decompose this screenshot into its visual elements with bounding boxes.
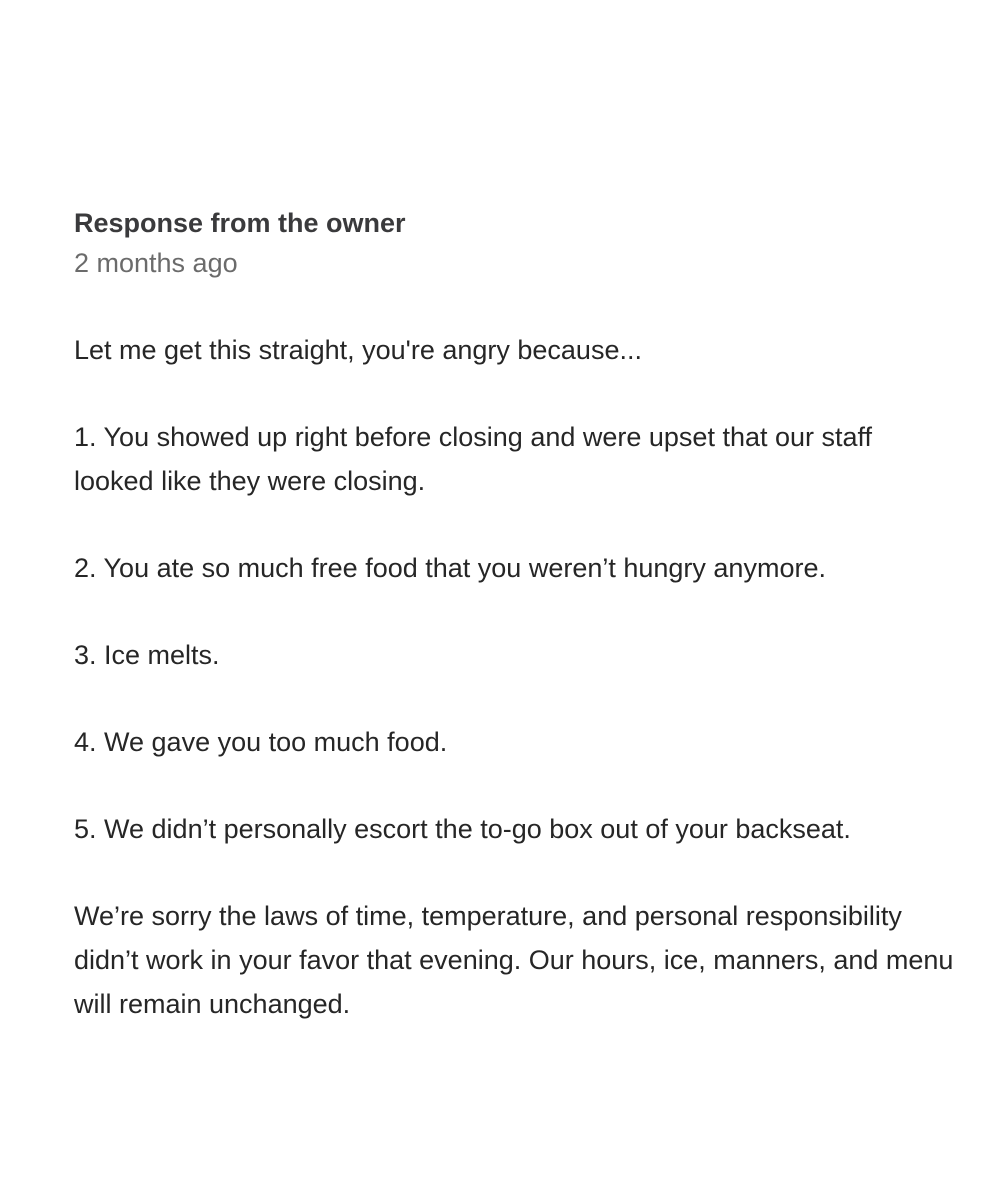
response-point-4: 4. We gave you too much food.	[74, 727, 448, 757]
response-point-5: 5. We didn’t personally escort the to-go box out of your backseat.	[74, 814, 851, 844]
response-point-2: 2. You ate so much free food that you weren’t hungry anymore.	[74, 553, 826, 583]
response-point-1: 1. You showed up right before closing and were upset that our staff looked like they were closing.	[74, 422, 873, 496]
response-closing: We’re sorry the laws of time, temperature, and personal responsibility didn’t work in your favor that evening. Our hours, ice, manners, and menu will remain unchanged.	[74, 901, 954, 1019]
owner-response	[74, 203, 954, 1069]
response-body	[74, 328, 954, 1026]
response-intro: Let me get this straight, you're angry because...	[74, 335, 642, 365]
response-timestamp: 2 months ago	[74, 248, 238, 278]
response-title: Response from the owner	[74, 208, 406, 238]
response-point-3: 3. Ice melts.	[74, 640, 220, 670]
